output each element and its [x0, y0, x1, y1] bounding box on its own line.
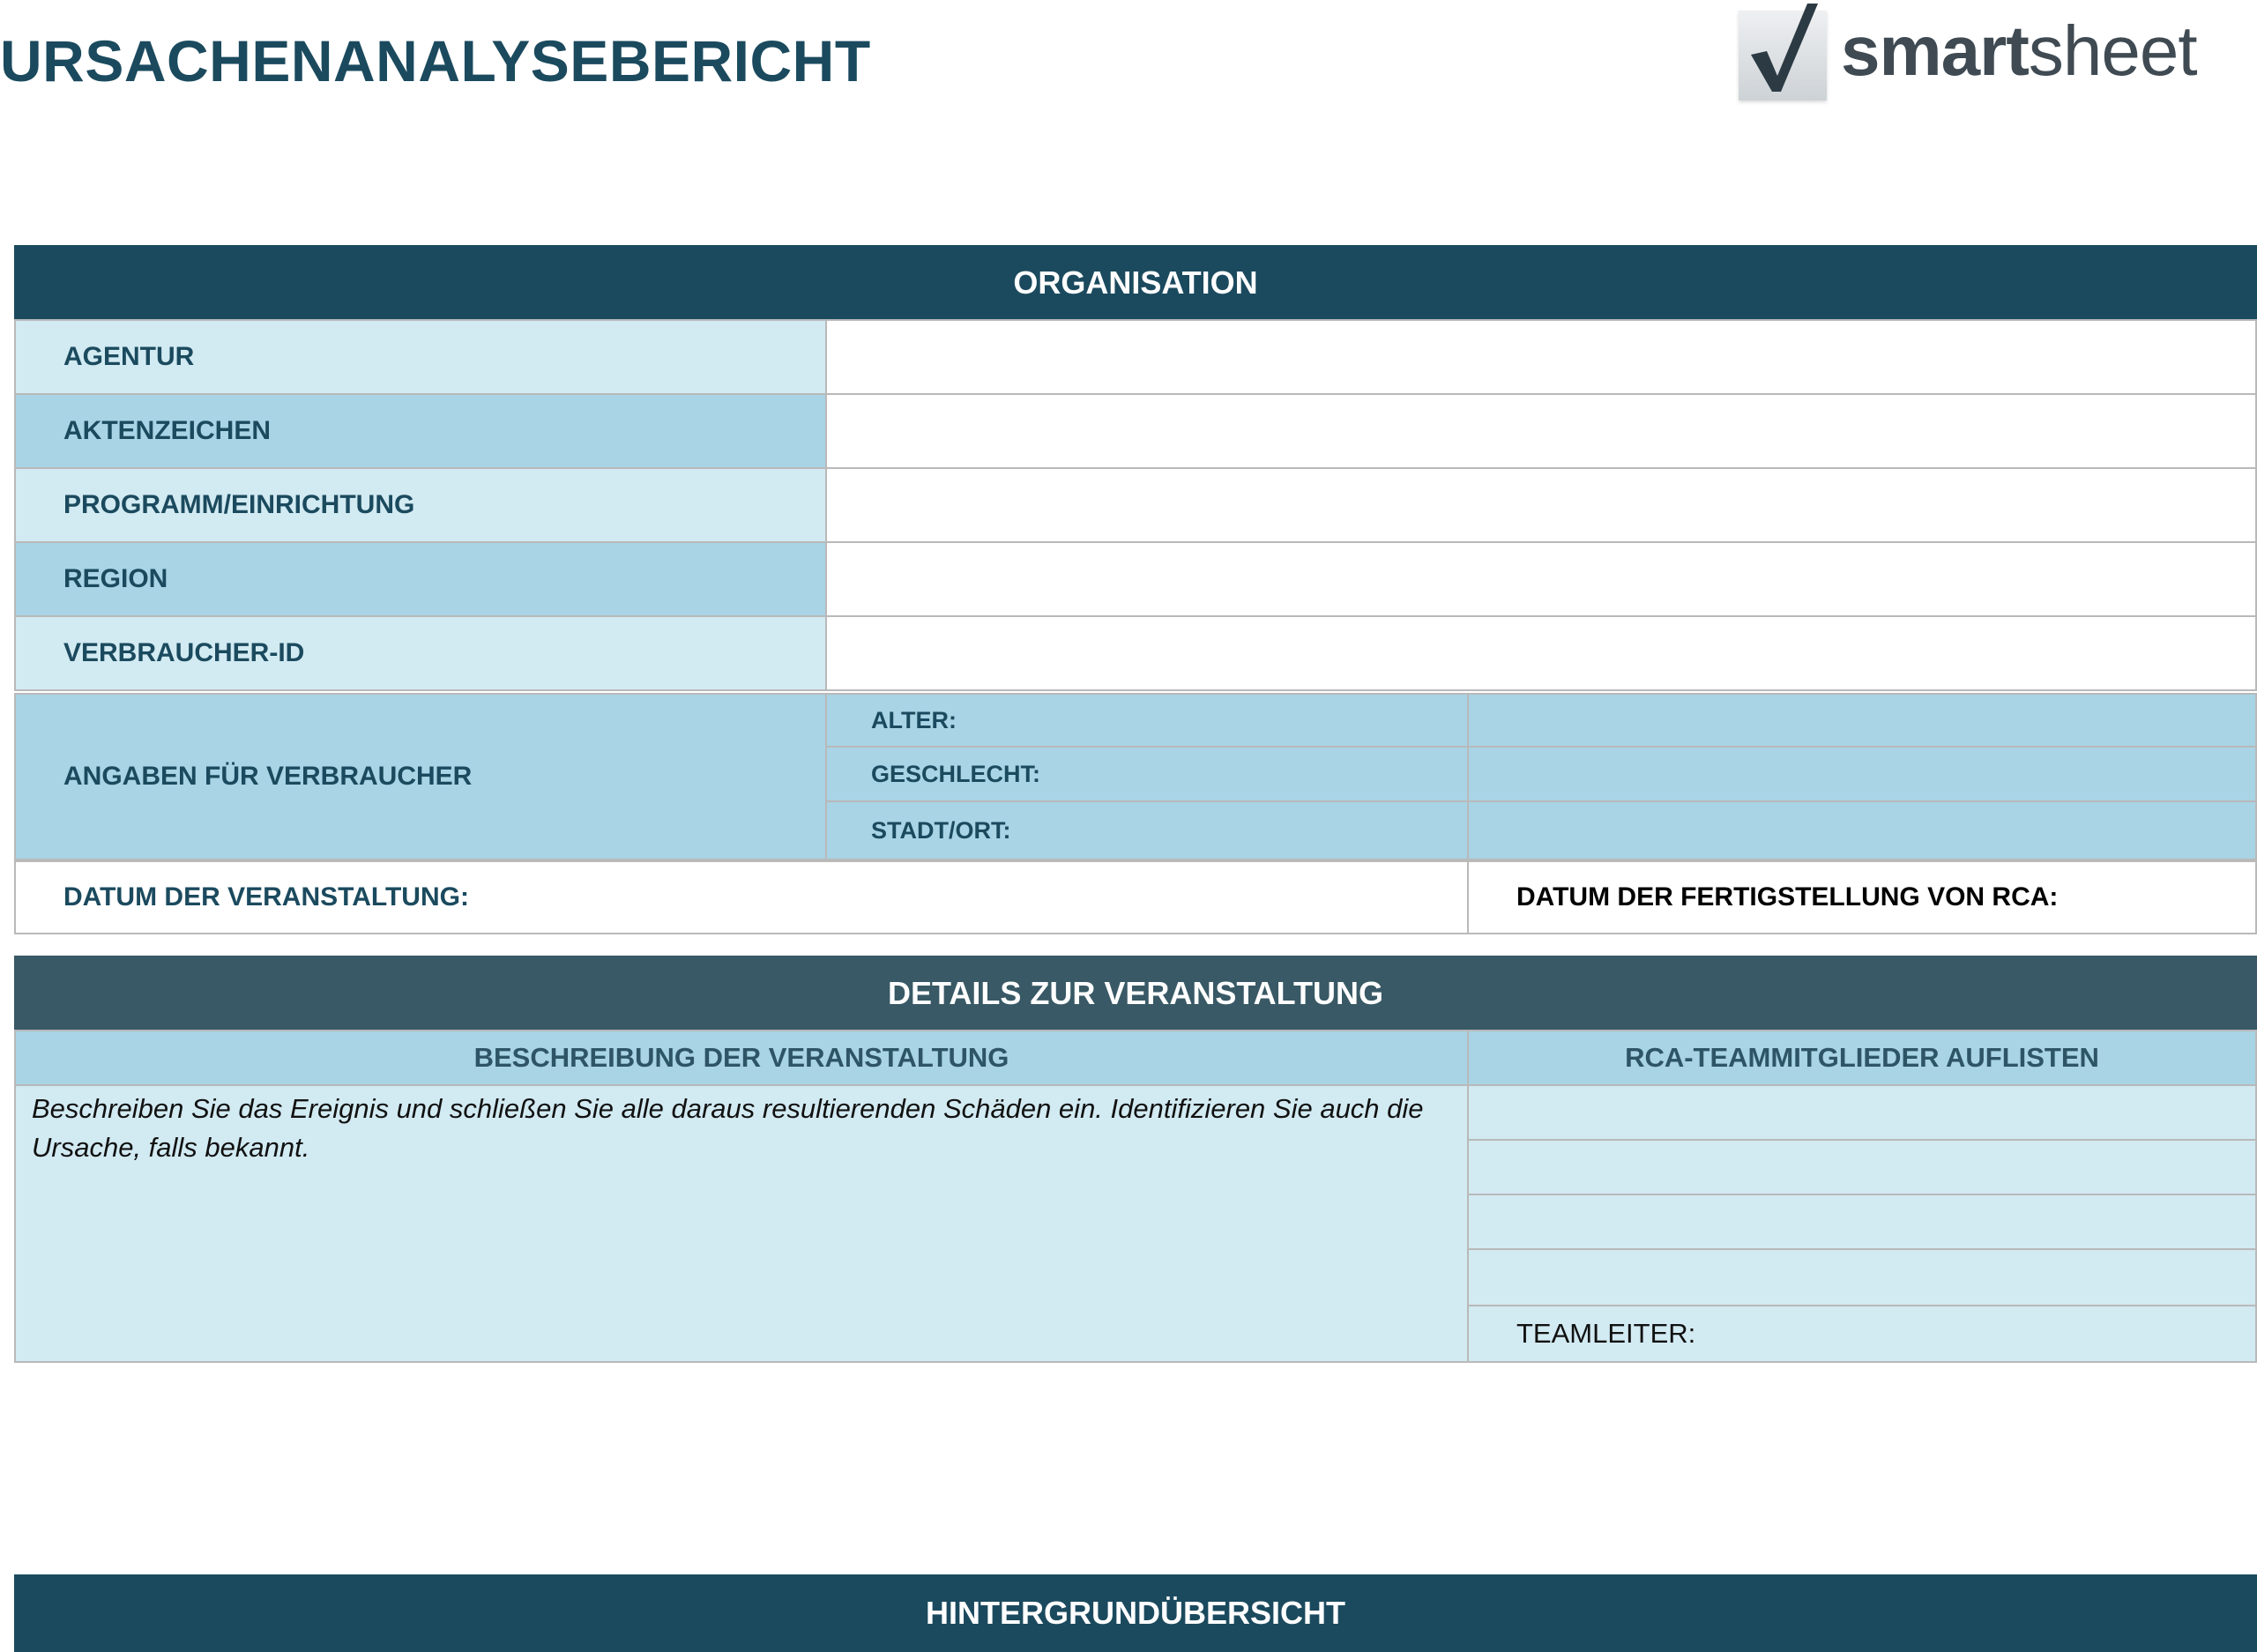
logo-wordmark: smartsheet	[1841, 11, 2197, 90]
event-description-field[interactable]	[14, 1084, 1469, 1363]
smartsheet-logo	[1739, 0, 2222, 106]
gender-field[interactable]	[1467, 746, 2257, 802]
program-field[interactable]	[825, 467, 2257, 543]
agency-field[interactable]	[825, 319, 2257, 395]
gender-label: GESCHLECHT:	[825, 746, 1469, 802]
team-member-field[interactable]	[1467, 1139, 2257, 1195]
organisation-header: ORGANISATION	[14, 245, 2257, 321]
age-label: ALTER:	[825, 693, 1469, 748]
program-label: PROGRAMM/EINRICHTUNG	[14, 467, 827, 543]
team-leader-label: TEAMLEITER:	[1516, 1318, 1696, 1349]
team-column-header: RCA-TEAMMITGLIEDER AUFLISTEN	[1467, 1030, 2257, 1086]
city-field[interactable]	[1467, 800, 2257, 860]
background-overview-header: HINTERGRUNDÜBERSICHT	[14, 1574, 2257, 1652]
page-title: URSACHENANALYSEBERICHT	[0, 28, 871, 93]
agency-label: AGENTUR	[14, 319, 827, 395]
checkmark-icon	[1739, 11, 1827, 100]
section-divider	[14, 933, 2257, 936]
rca-date-label: DATUM DER FERTIGSTELLUNG VON RCA:	[1516, 882, 2059, 912]
event-date-label: DATUM DER VERANSTALTUNG:	[63, 882, 469, 912]
team-member-field[interactable]	[1467, 1084, 2257, 1141]
consumer-id-label: VERBRAUCHER-ID	[14, 615, 827, 691]
city-label: STADT/ORT:	[825, 800, 1469, 860]
region-field[interactable]	[825, 541, 2257, 617]
team-leader-field[interactable]	[1467, 1305, 2257, 1363]
details-header: DETAILS ZUR VERANSTALTUNG	[14, 956, 2257, 1031]
event-date-field[interactable]	[14, 860, 1469, 934]
event-description-text: Beschreiben Sie das Ereignis und schließen Sie alle daraus resultierenden Schäden ein. Identifizieren Sie auch die Ursache, falls bekannt.	[32, 1093, 1424, 1163]
file-number-field[interactable]	[825, 393, 2257, 469]
region-label: REGION	[14, 541, 827, 617]
description-column-header: BESCHREIBUNG DER VERANSTALTUNG	[14, 1030, 1469, 1086]
team-member-field[interactable]	[1467, 1194, 2257, 1250]
file-number-label: AKTENZEICHEN	[14, 393, 827, 469]
age-field[interactable]	[1467, 693, 2257, 748]
rca-date-field[interactable]	[1467, 860, 2257, 934]
team-member-field[interactable]	[1467, 1248, 2257, 1306]
consumer-id-field[interactable]	[825, 615, 2257, 691]
consumer-info-label: ANGABEN FÜR VERBRAUCHER	[14, 693, 827, 860]
